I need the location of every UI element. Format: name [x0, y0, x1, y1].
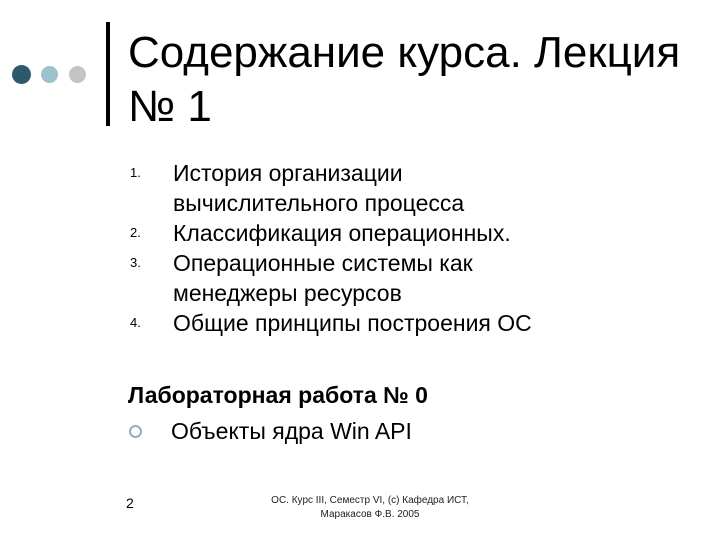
- lab-list-item: [128, 416, 412, 446]
- light-dot-icon: [41, 66, 58, 83]
- item-text: Операционные системы как: [173, 250, 473, 276]
- item-number: 4.: [130, 315, 141, 330]
- list-item: [130, 218, 710, 248]
- title-line: Содержание курса. Лекция: [128, 28, 681, 77]
- dark-dot-icon: [12, 65, 31, 84]
- list-item: [130, 248, 710, 308]
- item-number: 2.: [130, 225, 141, 240]
- footer-line: ОС. Курс III, Семестр VI, (c) Кафедра ИСТ,: [271, 495, 469, 506]
- lab-heading: Лабораторная работа № 0: [128, 382, 428, 408]
- item-text: менеджеры ресурсов: [173, 280, 402, 306]
- footer: [240, 494, 500, 522]
- item-text: История организации: [173, 160, 403, 186]
- item-text: Общие принципы построения ОС: [173, 310, 532, 336]
- title-line: № 1: [128, 82, 212, 131]
- lecture-topics-list: [130, 158, 710, 338]
- title-divider: [106, 22, 110, 126]
- ring-bullet-icon: [129, 425, 142, 438]
- slide-title: [128, 26, 708, 134]
- item-text: вычислительного процесса: [173, 190, 465, 216]
- footer-line: Маракасов Ф.В. 2005: [320, 509, 420, 520]
- item-number: 1.: [130, 165, 141, 180]
- grey-dot-icon: [69, 66, 86, 83]
- list-item: [130, 308, 710, 338]
- decorative-dots: [0, 0, 120, 130]
- page-number: 2: [126, 495, 134, 511]
- list-item: [130, 158, 710, 218]
- item-text: Классификация операционных.: [173, 220, 511, 246]
- lab-item-text: Объекты ядра Win API: [171, 418, 412, 444]
- item-number: 3.: [130, 255, 141, 270]
